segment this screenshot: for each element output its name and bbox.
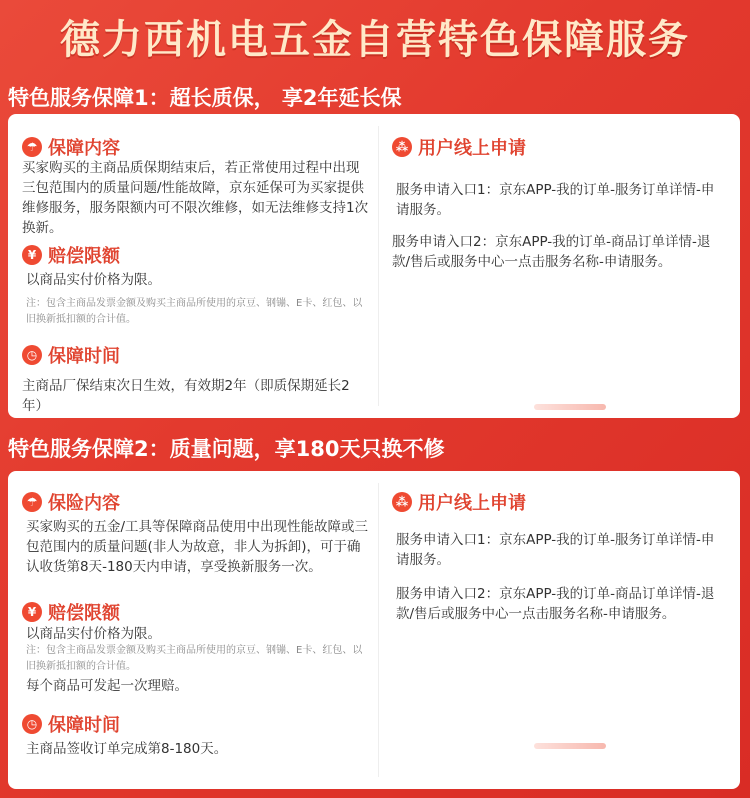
apply-entry-1: 服务申请入口1：京东APP-我的订单-服务订单详情-申请服务。: [396, 182, 715, 218]
time-title: 保障时间: [48, 346, 120, 367]
section-2-card: [8, 471, 740, 789]
compensation-extra: 每个商品可发起一次理赔。: [26, 678, 188, 694]
clock-icon: ◷: [22, 714, 42, 734]
compensation-heading: [22, 599, 120, 625]
guarantee-text: 买家购买的主商品质保期结束后，若正常使用过程中出现三包范围内的质量问题/性能故障，京东延保可为买家提供维修服务，服务限额内可不限次维修，如无法维修支持1次换新。: [22, 160, 369, 236]
compensation-title: 赔偿限额: [48, 246, 120, 267]
page-title: 德力西机电五金自营特色保障服务: [60, 17, 690, 63]
decor-stripe: [534, 743, 606, 749]
apply-title: 用户线上申请: [418, 138, 526, 159]
section-1-header: 特色服务保障1：超长质保， 享2年延长保: [8, 86, 402, 110]
umbrella-icon: ☂: [22, 492, 42, 512]
apply-entry-1: 服务申请入口1：京东APP-我的订单-服务订单详情-申请服务。: [396, 532, 715, 568]
network-icon: ⁂: [392, 492, 412, 512]
guarantee-text: 买家购买的五金/工具等保障商品使用中出现性能故障或三包范围内的质量问题(非人为故意，非人为拆卸)，可于确认收货第8天-180天内申请，享受换新服务一次。: [26, 519, 369, 575]
yen-icon: ¥: [22, 245, 42, 265]
time-text: 主商品厂保结束次日生效，有效期2年（即质保期延长2年）: [22, 378, 350, 414]
card-divider: [378, 126, 379, 406]
clock-icon: ◷: [22, 345, 42, 365]
time-heading: [22, 711, 120, 737]
compensation-text: 以商品实付价格为限。: [26, 626, 161, 642]
umbrella-icon: ☂: [22, 137, 42, 157]
compensation-text: 以商品实付价格为限。: [26, 272, 161, 288]
decor-stripe: [534, 404, 606, 410]
compensation-note: 注：包含主商品发票金额及购买主商品所使用的京豆、钢镚、E卡、红包、以旧换新抵扣额的合计值。: [26, 298, 363, 325]
card-divider: [378, 483, 379, 777]
section-2-header: 特色服务保障2：质量问题，享180天只换不修: [8, 437, 445, 461]
time-title: 保障时间: [48, 715, 120, 736]
apply-title: 用户线上申请: [418, 493, 526, 514]
compensation-heading: [22, 242, 120, 268]
section-1-card: [8, 114, 740, 418]
guarantee-heading: [22, 134, 120, 160]
apply-entry-2: 服务申请入口2：京东APP-我的订单-商品订单详情-退款/售后或服务中心一点击服务名称-申请服务。: [396, 586, 715, 622]
apply-entry-2: 服务申请入口2：京东APP-我的订单-商品订单详情-退款/售后或服务中心一点击服务名称-申请服务。: [392, 234, 711, 270]
guarantee-title: 保障内容: [48, 138, 120, 159]
network-icon: ⁂: [392, 137, 412, 157]
time-text: 主商品签收订单完成第8-180天。: [26, 741, 228, 757]
apply-heading: [392, 489, 526, 515]
guarantee-title: 保险内容: [48, 493, 120, 514]
guarantee-heading: [22, 489, 120, 515]
yen-icon: ¥: [22, 602, 42, 622]
time-heading: [22, 342, 120, 368]
compensation-note: 注：包含主商品发票金额及购买主商品所使用的京豆、钢镚、E卡、红包、以旧换新抵扣额的合计值。: [26, 645, 363, 672]
compensation-title: 赔偿限额: [48, 603, 120, 624]
apply-heading: [392, 134, 526, 160]
